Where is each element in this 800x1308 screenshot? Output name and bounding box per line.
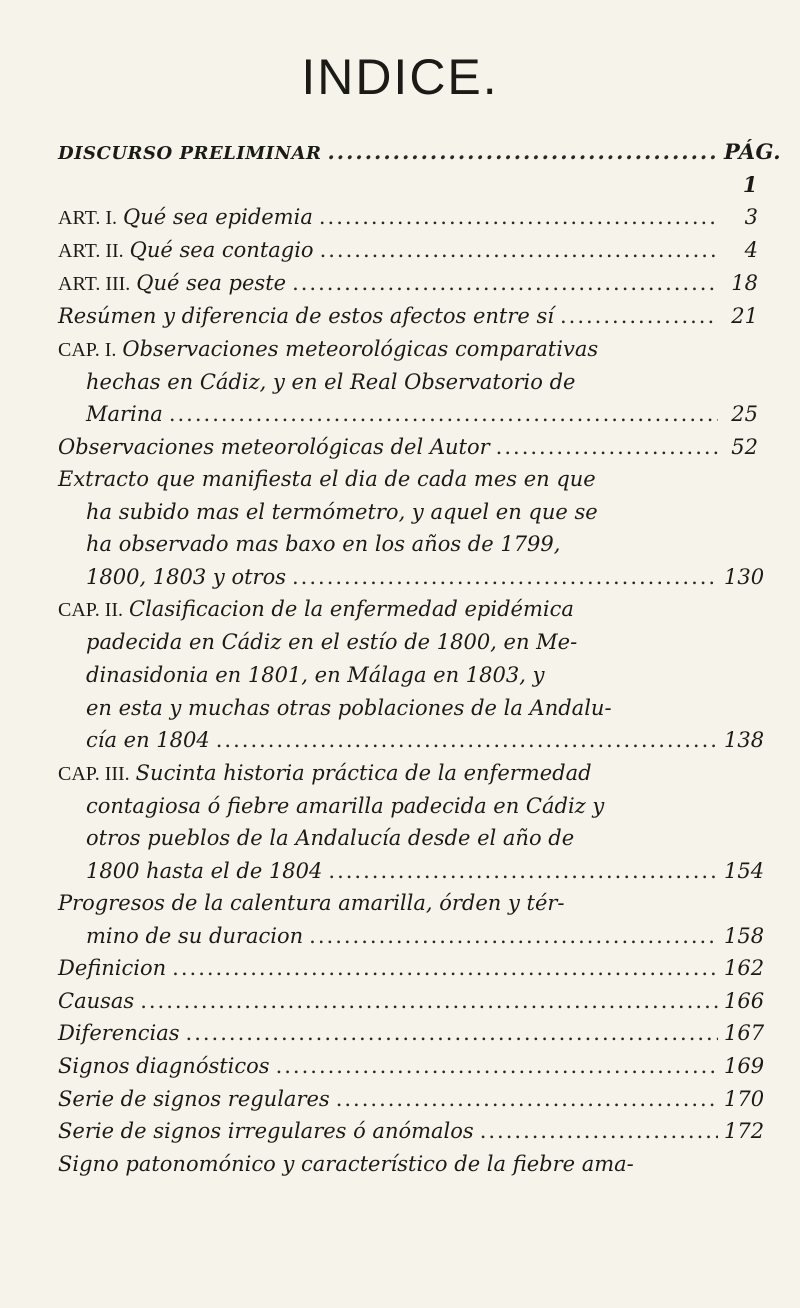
dot-leader bbox=[292, 561, 718, 594]
toc-entry-text: en esta y muchas otras poblaciones de la Andalu- bbox=[86, 695, 612, 720]
toc-entry-text: ha subido mas el termómetro, y aquel en que se bbox=[86, 499, 598, 524]
toc-entry-text: Definicion bbox=[58, 956, 167, 981]
toc-entry bbox=[58, 692, 758, 725]
toc-entry bbox=[58, 593, 758, 626]
dot-leader bbox=[320, 234, 718, 267]
toc-entry-text: Qué sea epidemia bbox=[122, 205, 313, 230]
toc-entry bbox=[58, 952, 765, 985]
toc-entry-label bbox=[86, 724, 210, 757]
toc-entry-prefix: CAP. III. bbox=[58, 762, 130, 785]
toc-entry-text: Serie de signos regulares bbox=[58, 1086, 330, 1111]
toc-entry bbox=[58, 234, 758, 267]
toc-entry-text: Observaciones meteorológicas comparativas bbox=[122, 336, 599, 361]
toc-entry-text: Observaciones meteorológicas del Autor bbox=[58, 434, 490, 459]
toc-entry-label bbox=[58, 593, 574, 626]
page-title: INDICE. bbox=[301, 49, 499, 105]
toc-page-number: 172 bbox=[724, 1119, 765, 1144]
toc-entry bbox=[58, 757, 758, 790]
toc-entry-label bbox=[58, 140, 321, 168]
toc-entry-label bbox=[58, 463, 596, 496]
toc-entry bbox=[58, 431, 758, 464]
dot-leader bbox=[172, 952, 718, 985]
toc-entry-label bbox=[58, 1115, 474, 1148]
toc-page-number: 18 bbox=[731, 271, 758, 296]
toc-entry bbox=[58, 366, 758, 399]
toc-entry-label bbox=[58, 431, 490, 464]
toc-page-number: 158 bbox=[724, 923, 765, 948]
toc-entry-text: hechas en Cádiz, y en el Real Observatorio de bbox=[86, 369, 576, 394]
toc-entry bbox=[58, 1115, 765, 1148]
toc-entry-label bbox=[58, 757, 592, 790]
toc-entry bbox=[58, 528, 758, 561]
toc-entry bbox=[58, 398, 758, 431]
toc-page-number: 52 bbox=[731, 434, 758, 459]
toc-entry-text: contagiosa ó fiebre amarilla padecida en Cádiz y bbox=[86, 793, 605, 818]
toc-entry-label bbox=[58, 985, 134, 1018]
toc-entry-text: Extracto que manifiesta el dia de cada mes en que bbox=[58, 467, 596, 492]
toc-entry-text: dinasidonia en 1801, en Málaga en 1803, y bbox=[86, 663, 545, 688]
toc-entry-label bbox=[58, 1050, 270, 1083]
dot-leader bbox=[560, 300, 718, 333]
toc-entry bbox=[58, 463, 758, 496]
toc-entry-text: Diferencias bbox=[58, 1021, 180, 1046]
toc-entry bbox=[58, 496, 758, 529]
toc-entry-text: Progresos de la calentura amarilla, órden y tér- bbox=[58, 891, 565, 916]
toc-entry bbox=[58, 920, 765, 953]
toc-entry-text: Signos diagnósticos bbox=[58, 1054, 270, 1079]
toc-entry-label bbox=[86, 855, 322, 888]
dot-leader bbox=[276, 1050, 718, 1083]
toc-page-number: 170 bbox=[724, 1086, 765, 1111]
dot-leader bbox=[336, 1083, 718, 1116]
toc-entry-label bbox=[86, 366, 575, 399]
toc-entry bbox=[58, 855, 765, 888]
toc-entry-text: cía en 1804 bbox=[86, 728, 210, 753]
toc-entry-text: DISCURSO PRELIMINAR bbox=[58, 143, 322, 164]
toc-entry-prefix: ART. III. bbox=[58, 273, 131, 296]
toc-entry bbox=[58, 887, 758, 920]
toc-entry bbox=[58, 1017, 765, 1050]
toc-entry bbox=[58, 724, 765, 757]
toc-entry-label bbox=[58, 267, 286, 300]
toc-entry bbox=[58, 561, 765, 594]
table-of-contents bbox=[58, 136, 782, 1180]
toc-page-number: PÁG. 1 bbox=[724, 139, 782, 197]
dot-leader bbox=[327, 136, 718, 169]
toc-entry-text: Sucinta historia práctica de la enfermedad bbox=[135, 760, 592, 785]
toc-entry-label bbox=[58, 887, 565, 920]
toc-entry-label bbox=[86, 659, 544, 692]
toc-page-number: 4 bbox=[744, 238, 758, 263]
toc-page-number: 3 bbox=[744, 205, 758, 230]
toc-page-number: 167 bbox=[724, 1021, 765, 1046]
toc-entry bbox=[58, 790, 758, 823]
toc-entry-label bbox=[86, 496, 598, 529]
toc-entry-label bbox=[86, 692, 612, 725]
toc-entry-text: Serie de signos irregulares ó anómalos bbox=[58, 1119, 474, 1144]
toc-page-number: 169 bbox=[724, 1054, 765, 1079]
toc-entry-text: 1800 hasta el de 1804 bbox=[86, 858, 323, 883]
toc-entry-label bbox=[86, 790, 604, 823]
toc-entry-label bbox=[58, 201, 313, 234]
toc-page-number: 154 bbox=[724, 858, 765, 883]
dot-leader bbox=[309, 920, 718, 953]
toc-entry bbox=[58, 201, 758, 234]
dot-leader bbox=[328, 855, 718, 888]
toc-page-number: 138 bbox=[724, 728, 765, 753]
toc-entry-label bbox=[58, 1083, 330, 1116]
toc-entry bbox=[58, 1083, 765, 1116]
toc-entry bbox=[58, 136, 782, 201]
dot-leader bbox=[496, 431, 718, 464]
toc-entry-text: Resúmen y diferencia de estos afectos entre sí bbox=[58, 304, 554, 329]
toc-entry bbox=[58, 300, 758, 333]
toc-entry-prefix: ART. I. bbox=[58, 207, 117, 230]
toc-entry bbox=[58, 985, 765, 1018]
toc-entry-text: Qué sea contagio bbox=[129, 238, 314, 263]
toc-page-number: 130 bbox=[724, 564, 765, 589]
toc-entry-prefix: CAP. II. bbox=[58, 599, 124, 622]
toc-entry-label bbox=[86, 920, 303, 953]
toc-entry-text: otros pueblos de la Andalucía desde el año de bbox=[86, 826, 575, 851]
dot-leader bbox=[292, 267, 718, 300]
toc-entry bbox=[58, 822, 758, 855]
toc-entry bbox=[58, 267, 758, 300]
toc-entry bbox=[58, 1148, 758, 1181]
toc-entry-text: Signo patonomónico y característico de la fiebre ama- bbox=[58, 1151, 634, 1176]
toc-entry-prefix: CAP. I. bbox=[58, 338, 117, 361]
toc-entry-text: ha observado mas baxo en los años de 1799, bbox=[86, 532, 561, 557]
toc-entry bbox=[58, 1050, 765, 1083]
toc-page-number: 162 bbox=[724, 956, 765, 981]
dot-leader bbox=[480, 1115, 718, 1148]
toc-page-number: 21 bbox=[731, 304, 758, 329]
toc-entry-label bbox=[86, 528, 560, 561]
toc-entry-label bbox=[58, 300, 554, 333]
toc-entry-label bbox=[58, 333, 598, 366]
toc-entry-label bbox=[58, 952, 166, 985]
toc-entry-text: Clasificacion de la enfermedad epidémica bbox=[129, 597, 574, 622]
toc-entry-text: mino de su duracion bbox=[86, 923, 304, 948]
dot-leader bbox=[140, 985, 718, 1018]
toc-entry-label bbox=[58, 234, 314, 267]
toc-entry-text: 1800, 1803 y otros bbox=[86, 564, 286, 589]
toc-entry-text: Qué sea peste bbox=[136, 271, 287, 296]
toc-entry-text: Causas bbox=[58, 988, 135, 1013]
dot-leader bbox=[216, 724, 718, 757]
toc-entry bbox=[58, 333, 758, 366]
toc-entry bbox=[58, 626, 758, 659]
toc-entry-label bbox=[58, 1148, 634, 1181]
toc-entry bbox=[58, 659, 758, 692]
dot-leader bbox=[169, 398, 718, 431]
toc-entry-label bbox=[86, 822, 574, 855]
toc-page-number: 25 bbox=[731, 402, 758, 427]
dot-leader bbox=[186, 1017, 718, 1050]
toc-entry-label bbox=[86, 626, 577, 659]
toc-entry-label bbox=[58, 1017, 180, 1050]
toc-entry-text: Marina bbox=[86, 402, 163, 427]
toc-entry-text: padecida en Cádiz en el estío de 1800, en Me- bbox=[86, 630, 578, 655]
dot-leader bbox=[319, 201, 718, 234]
toc-entry-label bbox=[86, 561, 286, 594]
toc-entry-prefix: ART. II. bbox=[58, 240, 124, 263]
toc-entry-label bbox=[86, 398, 163, 431]
toc-page-number: 166 bbox=[724, 988, 765, 1013]
